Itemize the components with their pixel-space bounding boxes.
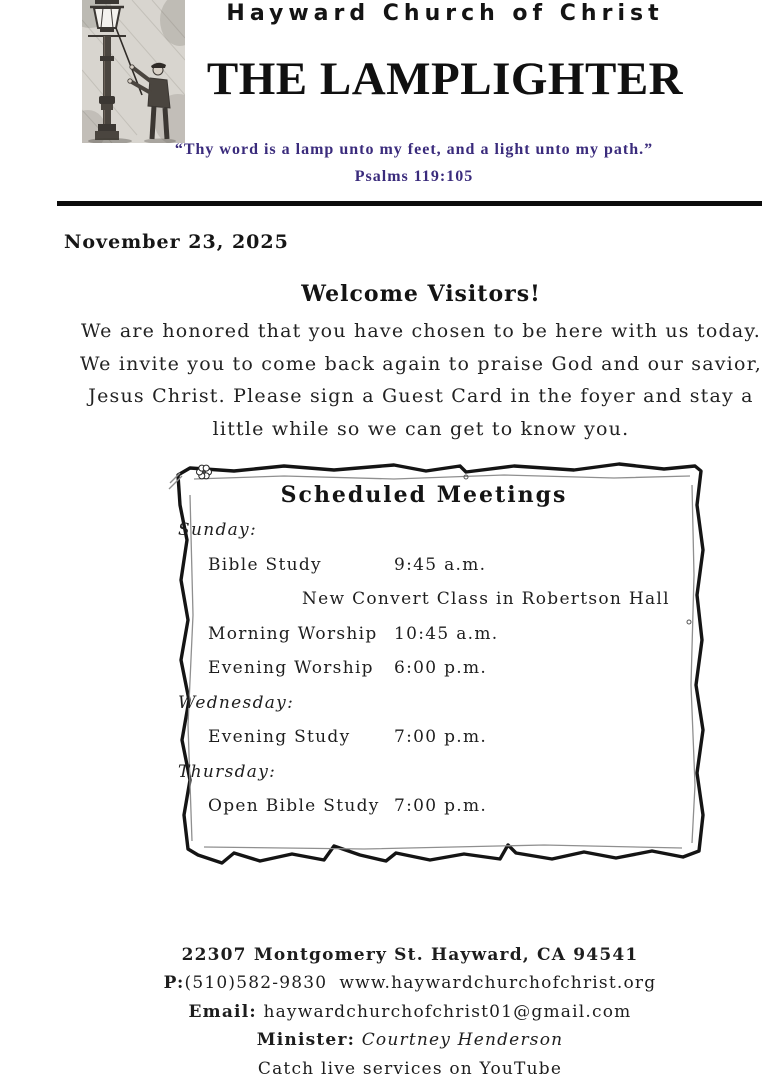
activity-time: 7:00 p.m. bbox=[394, 796, 488, 817]
header-divider bbox=[57, 201, 762, 206]
welcome-heading: Welcome Visitors! bbox=[301, 281, 541, 307]
minister-name: Courtney Henderson bbox=[361, 1030, 564, 1051]
church-address: 22307 Montgomery St. Hayward, CA 94541 bbox=[181, 945, 639, 965]
activity-time: 6:00 p.m. bbox=[394, 658, 488, 679]
scheduled-meetings-box bbox=[164, 455, 714, 875]
contact-footer bbox=[0, 941, 769, 1080]
welcome-line: We invite you to come back again to praise God and our savior, bbox=[79, 352, 763, 375]
schedule-day-thursday: Thursday: bbox=[178, 761, 277, 782]
activity-name: Bible Study bbox=[208, 554, 322, 575]
welcome-paragraph bbox=[0, 315, 769, 445]
activity-time: 7:00 p.m. bbox=[394, 727, 488, 748]
activity-time: 9:45 a.m. bbox=[394, 554, 487, 575]
welcome-line: We are honored that you have chosen to be here with us today. bbox=[80, 320, 762, 342]
schedule-day-sunday: Sunday: bbox=[178, 520, 257, 541]
welcome-line: little while so we can get to know you. bbox=[212, 417, 630, 440]
minister-label: Minister: bbox=[256, 1030, 356, 1051]
church-name: Hayward Church of Christ bbox=[226, 1, 664, 26]
schedule-row bbox=[164, 720, 714, 755]
schedule-row bbox=[164, 651, 714, 686]
minister-line bbox=[51, 1026, 769, 1054]
youtube-line: Catch live services on YouTube bbox=[257, 1058, 563, 1079]
email-label: Email: bbox=[188, 1001, 257, 1022]
activity-name: Evening Study bbox=[208, 727, 351, 748]
scheduled-meetings-content bbox=[164, 455, 714, 875]
issue-date: November 23, 2025 bbox=[64, 231, 289, 253]
schedule-row bbox=[164, 548, 714, 583]
schedule-note: New Convert Class in Robertson Hall bbox=[302, 589, 670, 610]
phone-label: P: bbox=[163, 973, 185, 994]
schedule-row bbox=[164, 789, 714, 824]
newsletter-title: THE LAMPLIGHTER bbox=[206, 53, 684, 105]
verse-reference: Psalms 119:105 bbox=[354, 168, 474, 185]
phone-number: (510)582-9830 bbox=[184, 973, 328, 994]
activity-name: Morning Worship bbox=[208, 623, 378, 644]
activity-name: Evening Worship bbox=[208, 658, 374, 679]
activity-name: Open Bible Study bbox=[208, 796, 380, 817]
schedule-title: Scheduled Meetings bbox=[280, 482, 568, 508]
email-address: haywardchurchofchrist01@gmail.com bbox=[263, 1001, 632, 1022]
email-line bbox=[51, 998, 769, 1026]
activity-time: 10:45 a.m. bbox=[394, 623, 499, 644]
website-url: www.haywardchurchofchrist.org bbox=[339, 973, 657, 994]
schedule-row bbox=[164, 617, 714, 652]
schedule-day-wednesday: Wednesday: bbox=[178, 692, 295, 713]
verse-quote: “Thy word is a lamp unto my feet, and a light unto my path.” bbox=[174, 141, 654, 158]
welcome-line: Jesus Christ. Please sign a Guest Card in the foyer and stay a bbox=[88, 385, 754, 407]
schedule-list bbox=[164, 513, 714, 824]
phone-website-line bbox=[51, 969, 769, 997]
